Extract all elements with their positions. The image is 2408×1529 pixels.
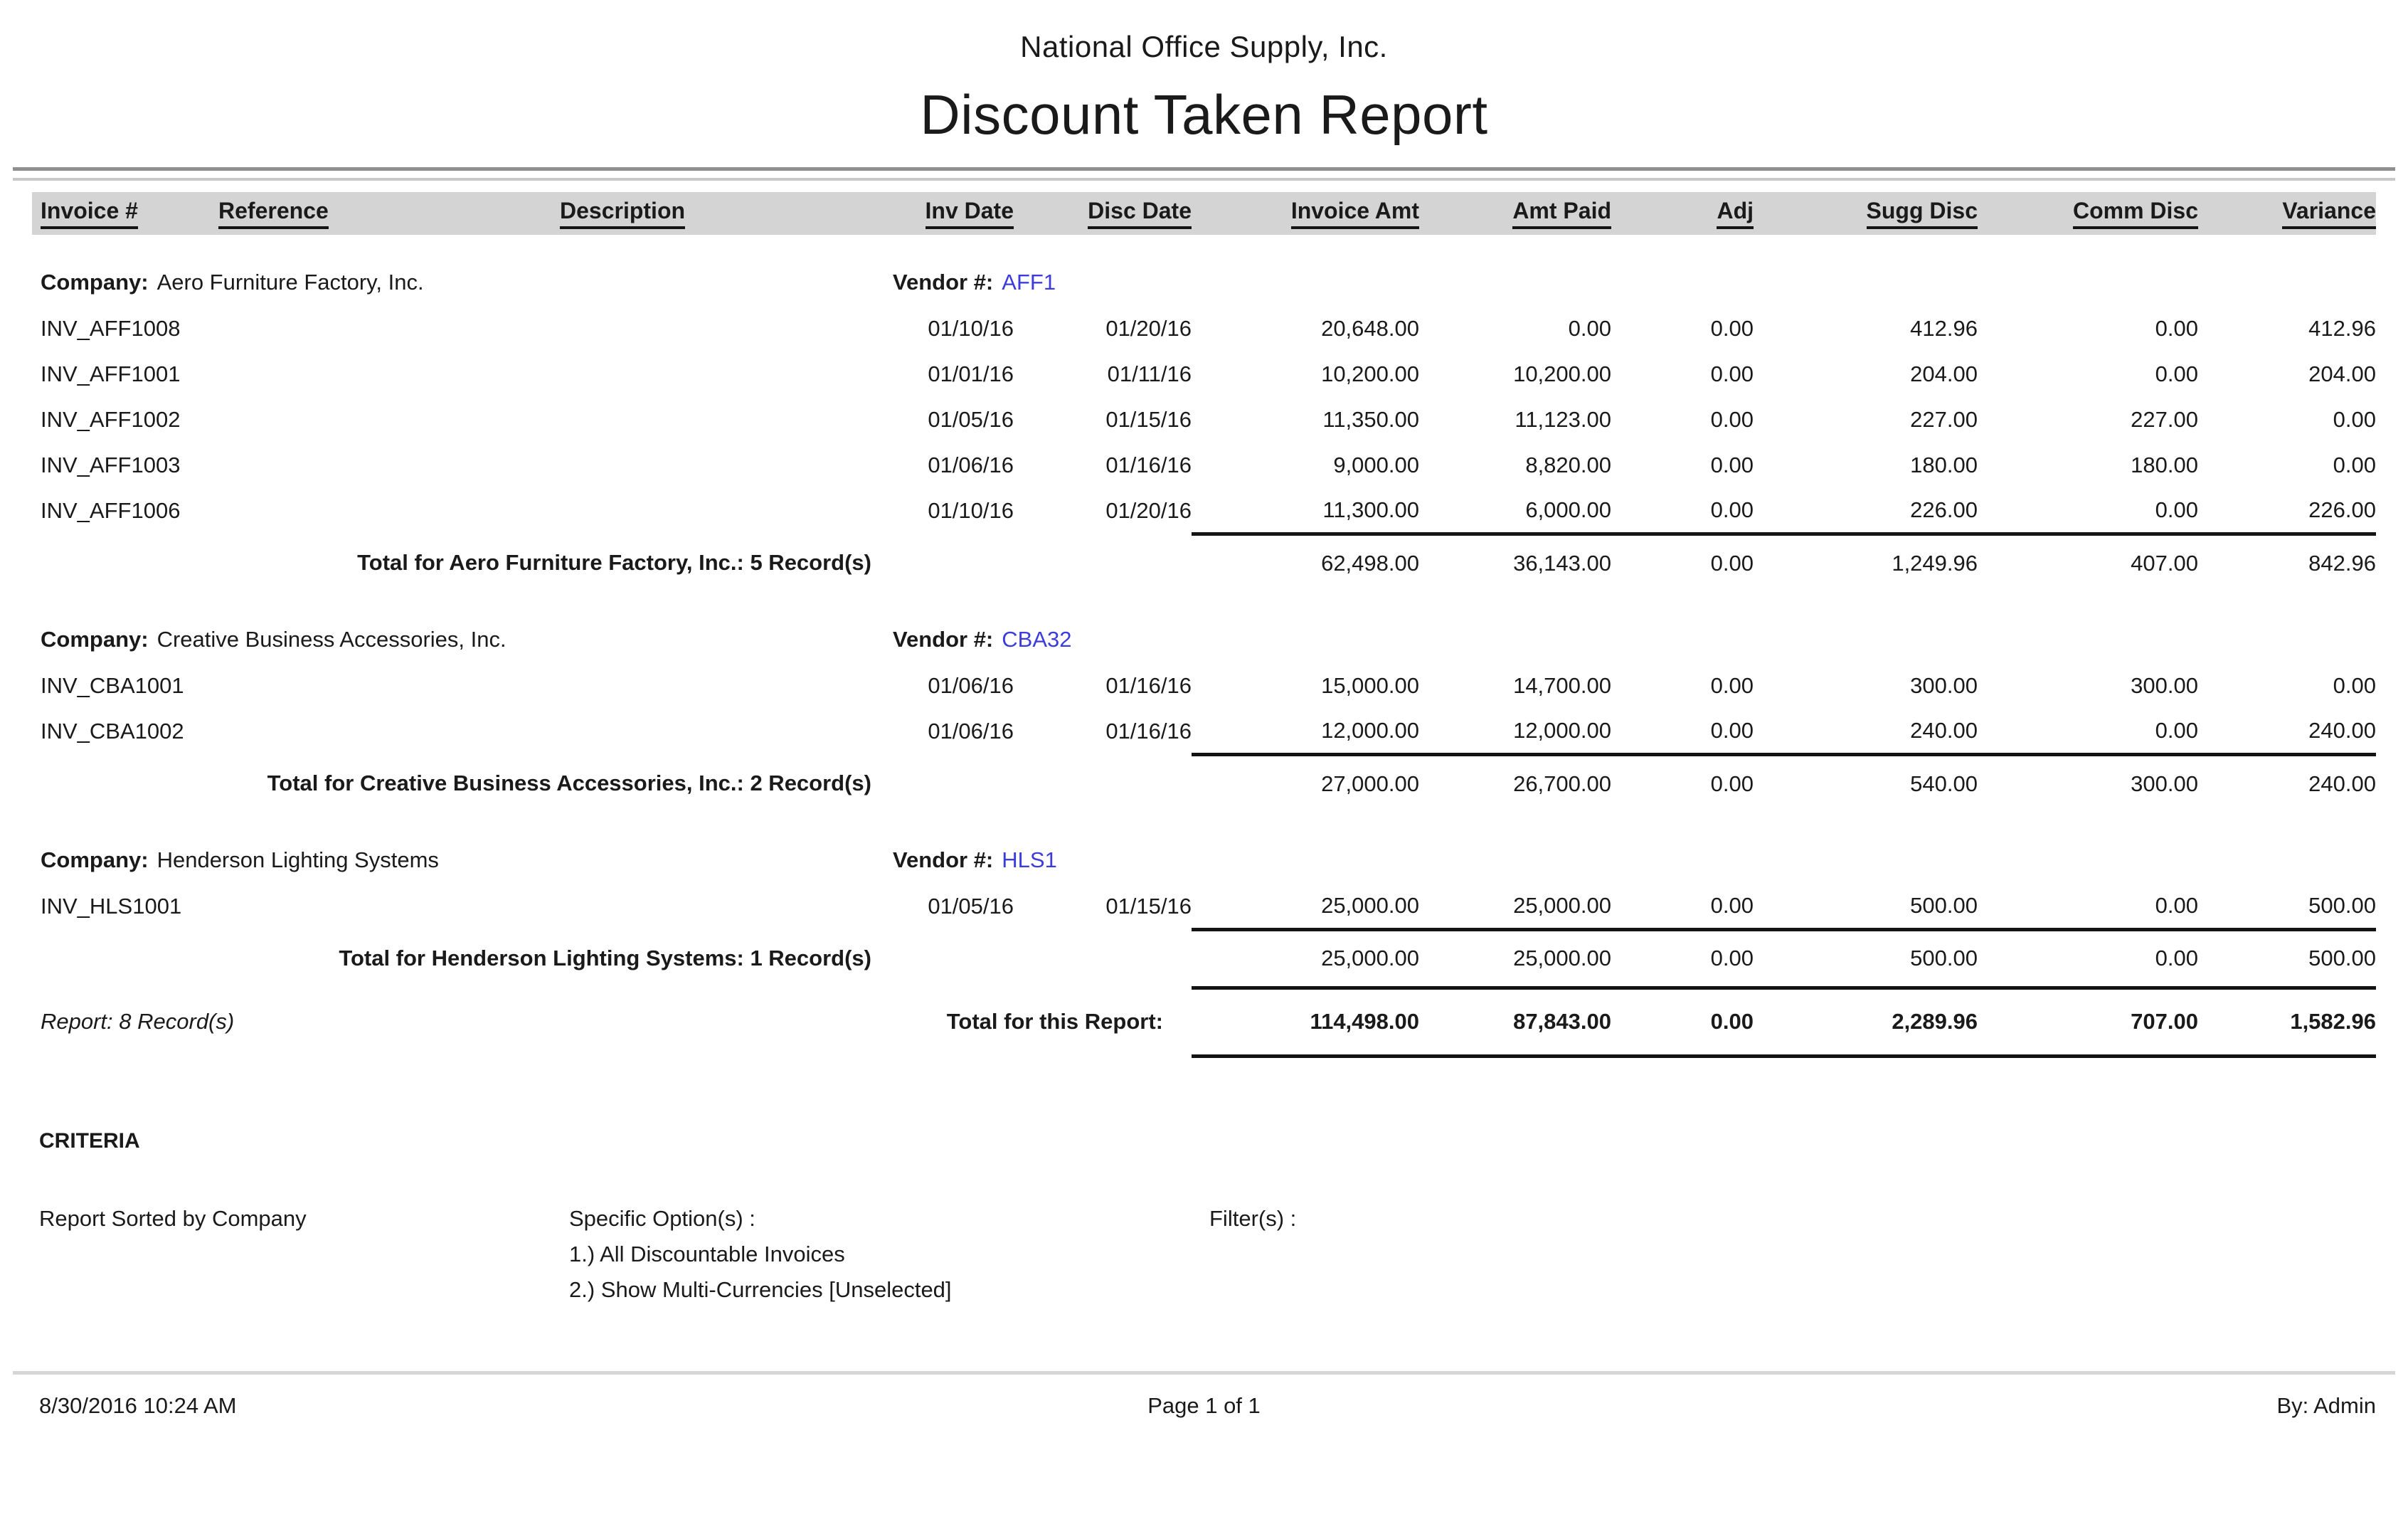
reference-cell xyxy=(210,488,551,534)
comm-disc-cell: 0.00 xyxy=(2155,361,2198,386)
invoice-row xyxy=(32,884,2376,929)
report-total-sugg-disc: 2,289.96 xyxy=(1754,988,1978,1056)
description-cell xyxy=(551,884,882,929)
comm-disc-cell: 0.00 xyxy=(2155,717,2198,743)
disc-date-cell: 01/16/16 xyxy=(1105,453,1192,477)
vendor-number-label: Vendor #: xyxy=(893,627,994,652)
comm-disc-cell: 0.00 xyxy=(2155,497,2198,522)
specific-options-label: Specific Option(s) : xyxy=(569,1205,755,1231)
footer-page-number: Page 1 of 1 xyxy=(1147,1392,1261,1418)
description-cell xyxy=(551,397,882,443)
sugg-disc-cell: 412.96 xyxy=(1910,316,1978,341)
adj-cell: 0.00 xyxy=(1710,673,1754,698)
invoice-row xyxy=(32,663,2376,709)
disc-date-cell: 01/20/16 xyxy=(1105,316,1192,341)
invoice-amt-cell: 9,000.00 xyxy=(1333,453,1419,477)
company-total-adj: 0.00 xyxy=(1611,754,1754,813)
company-total-label: Total for Creative Business Accessories, Inc.: 2 Record(s) xyxy=(267,771,871,795)
company-label: Company: xyxy=(41,627,149,652)
company-total-sugg-disc: 540.00 xyxy=(1754,754,1978,813)
invoice-amt-cell: 12,000.00 xyxy=(1321,717,1419,743)
column-header-reference xyxy=(210,192,551,235)
column-header-label: Comm Disc xyxy=(2073,198,2198,229)
variance-cell: 500.00 xyxy=(2308,892,2376,918)
description-cell xyxy=(551,709,882,754)
disc-date-cell: 01/16/16 xyxy=(1105,673,1192,698)
invoice-row xyxy=(32,306,2376,351)
invoice-row xyxy=(32,351,2376,397)
invoice-row xyxy=(32,709,2376,754)
adj-cell: 0.00 xyxy=(1710,316,1754,341)
sugg-disc-cell: 240.00 xyxy=(1910,717,1978,743)
company-total-variance: 842.96 xyxy=(2198,534,2376,592)
report-total-row xyxy=(32,988,2376,1056)
inv-date-cell: 01/10/16 xyxy=(928,498,1014,523)
company-total-variance: 240.00 xyxy=(2198,754,2376,813)
company-name: Henderson Lighting Systems xyxy=(157,847,439,872)
inv-date-cell: 01/06/16 xyxy=(928,673,1014,698)
variance-cell: 204.00 xyxy=(2308,361,2376,386)
variance-cell: 412.96 xyxy=(2308,316,2376,341)
disc-date-cell: 01/11/16 xyxy=(1107,361,1192,386)
column-header-adj xyxy=(1611,192,1754,235)
column-header-label: Sugg Disc xyxy=(1867,198,1978,229)
page-title: Discount Taken Report xyxy=(920,83,1488,146)
amt-paid-cell: 25,000.00 xyxy=(1513,892,1611,918)
invoice-number-cell: INV_AFF1006 xyxy=(41,498,181,523)
report-total-label: Total for this Report: xyxy=(946,1009,1163,1034)
amt-paid-cell: 14,700.00 xyxy=(1513,673,1611,698)
comm-disc-cell: 0.00 xyxy=(2155,316,2198,341)
report-total-variance: 1,582.96 xyxy=(2198,988,2376,1056)
report-record-count: Report: 8 Record(s) xyxy=(41,1009,235,1034)
vendor-number-label: Vendor #: xyxy=(893,270,994,295)
company-total-adj: 0.00 xyxy=(1611,534,1754,592)
adj-cell: 0.00 xyxy=(1710,361,1754,386)
invoice-amt-cell: 11,350.00 xyxy=(1322,407,1419,432)
inv-date-cell: 01/05/16 xyxy=(928,407,1014,432)
company-title: National Office Supply, Inc. xyxy=(1020,30,1388,63)
description-cell xyxy=(551,663,882,709)
company-total-row xyxy=(32,929,2376,988)
amt-paid-cell: 0.00 xyxy=(1568,316,1611,341)
invoice-number-cell: INV_AFF1008 xyxy=(41,316,181,341)
company-total-variance: 500.00 xyxy=(2198,929,2376,988)
vendor-code-link[interactable]: CBA32 xyxy=(1002,627,1072,652)
company-total-invoice-amt: 25,000.00 xyxy=(1192,929,1419,988)
criteria-filters-label: Filter(s) : xyxy=(1209,1205,1297,1231)
company-name: Aero Furniture Factory, Inc. xyxy=(157,270,424,295)
company-total-sugg-disc: 1,249.96 xyxy=(1754,534,1978,592)
disc-date-cell: 01/15/16 xyxy=(1105,894,1192,919)
invoice-number-cell: INV_AFF1003 xyxy=(41,453,181,477)
report-title-block xyxy=(0,0,2408,147)
criteria-heading: CRITERIA xyxy=(39,1128,140,1153)
variance-cell: 0.00 xyxy=(2333,453,2376,477)
disc-date-cell: 01/16/16 xyxy=(1105,719,1192,744)
invoice-row xyxy=(32,397,2376,443)
comm-disc-cell: 180.00 xyxy=(2131,453,2198,477)
amt-paid-cell: 11,123.00 xyxy=(1515,407,1611,432)
specific-option-1: 1.) All Discountable Invoices xyxy=(569,1241,845,1266)
comm-disc-cell: 300.00 xyxy=(2131,673,2198,698)
column-header-label: Amt Paid xyxy=(1512,198,1611,229)
criteria-section xyxy=(32,1129,2376,1343)
column-header-invoice xyxy=(32,192,210,235)
column-header-label: Adj xyxy=(1717,198,1754,229)
adj-cell: 0.00 xyxy=(1710,407,1754,432)
invoice-row xyxy=(32,488,2376,534)
company-total-invoice-amt: 27,000.00 xyxy=(1192,754,1419,813)
disc-date-cell: 01/20/16 xyxy=(1105,498,1192,523)
company-group-header xyxy=(32,813,2376,884)
company-total-sugg-disc: 500.00 xyxy=(1754,929,1978,988)
invoice-row xyxy=(32,443,2376,488)
invoice-number-cell: INV_HLS1001 xyxy=(41,894,182,919)
company-total-comm-disc: 407.00 xyxy=(1978,534,2198,592)
description-cell xyxy=(551,443,882,488)
reference-cell xyxy=(210,351,551,397)
sugg-disc-cell: 500.00 xyxy=(1910,892,1978,918)
report-total-invoice-amt: 114,498.00 xyxy=(1192,988,1419,1056)
variance-cell: 0.00 xyxy=(2333,673,2376,698)
vendor-code-link[interactable]: HLS1 xyxy=(1002,847,1057,872)
company-total-row xyxy=(32,534,2376,592)
column-header-row xyxy=(32,192,2376,235)
amt-paid-cell: 10,200.00 xyxy=(1513,361,1611,386)
company-total-invoice-amt: 62,498.00 xyxy=(1192,534,1419,592)
reference-cell xyxy=(210,884,551,929)
adj-cell: 0.00 xyxy=(1710,497,1754,522)
column-header-label: Invoice # xyxy=(41,198,138,229)
column-header-sugg_disc xyxy=(1754,192,1978,235)
invoice-amt-cell: 20,648.00 xyxy=(1321,316,1419,341)
amt-paid-cell: 8,820.00 xyxy=(1525,453,1611,477)
column-header-comm_disc xyxy=(1978,192,2198,235)
invoice-number-cell: INV_AFF1001 xyxy=(41,361,181,386)
variance-cell: 226.00 xyxy=(2308,497,2376,522)
column-header-invoice_amt xyxy=(1192,192,1419,235)
company-total-amt-paid: 26,700.00 xyxy=(1419,754,1611,813)
inv-date-cell: 01/10/16 xyxy=(928,316,1014,341)
column-header-label: Invoice Amt xyxy=(1291,198,1419,229)
amt-paid-cell: 6,000.00 xyxy=(1525,497,1611,522)
column-header-label: Description xyxy=(560,198,685,229)
amt-paid-cell: 12,000.00 xyxy=(1513,717,1611,743)
vendor-code-link[interactable]: AFF1 xyxy=(1002,270,1056,295)
criteria-sorted-by: Report Sorted by Company xyxy=(39,1205,307,1231)
footer-datetime: 8/30/2016 10:24 AM xyxy=(39,1392,237,1418)
sugg-disc-cell: 226.00 xyxy=(1910,497,1978,522)
column-header-label: Disc Date xyxy=(1088,198,1192,229)
adj-cell: 0.00 xyxy=(1710,892,1754,918)
reference-cell xyxy=(210,663,551,709)
company-group-header xyxy=(32,235,2376,306)
invoice-amt-cell: 15,000.00 xyxy=(1321,673,1419,698)
description-cell xyxy=(551,488,882,534)
column-header-disc_date xyxy=(1014,192,1192,235)
company-name: Creative Business Accessories, Inc. xyxy=(157,627,506,652)
invoice-amt-cell: 25,000.00 xyxy=(1321,892,1419,918)
reference-cell xyxy=(210,397,551,443)
footer-generated-by: By: Admin xyxy=(2276,1392,2376,1418)
column-header-inv_date xyxy=(882,192,1014,235)
vendor-number-label: Vendor #: xyxy=(893,847,994,872)
company-total-comm-disc: 300.00 xyxy=(1978,754,2198,813)
column-header-amt_paid xyxy=(1419,192,1611,235)
reference-cell xyxy=(210,306,551,351)
comm-disc-cell: 0.00 xyxy=(2155,892,2198,918)
report-total-amt-paid: 87,843.00 xyxy=(1419,988,1611,1056)
company-total-comm-disc: 0.00 xyxy=(1978,929,2198,988)
invoice-amt-cell: 11,300.00 xyxy=(1322,497,1419,522)
discount-taken-table xyxy=(32,192,2376,1058)
page-footer xyxy=(32,1393,2376,1422)
inv-date-cell: 01/06/16 xyxy=(928,453,1014,477)
report-total-adj: 0.00 xyxy=(1611,988,1754,1056)
company-total-amt-paid: 36,143.00 xyxy=(1419,534,1611,592)
company-label: Company: xyxy=(41,847,149,872)
column-header-description xyxy=(551,192,882,235)
invoice-number-cell: INV_CBA1001 xyxy=(41,673,184,698)
criteria-specific-options xyxy=(569,1206,952,1303)
comm-disc-cell: 227.00 xyxy=(2131,407,2198,432)
description-cell xyxy=(551,306,882,351)
footer-divider xyxy=(13,1371,2395,1375)
company-total-amt-paid: 25,000.00 xyxy=(1419,929,1611,988)
invoice-number-cell: INV_AFF1002 xyxy=(41,407,181,432)
company-group-header xyxy=(32,592,2376,663)
variance-cell: 0.00 xyxy=(2333,407,2376,432)
adj-cell: 0.00 xyxy=(1710,717,1754,743)
report-total-comm-disc: 707.00 xyxy=(1978,988,2198,1056)
sugg-disc-cell: 204.00 xyxy=(1910,361,1978,386)
company-total-label: Total for Henderson Lighting Systems: 1 Record(s) xyxy=(339,946,871,970)
reference-cell xyxy=(210,443,551,488)
company-total-adj: 0.00 xyxy=(1611,929,1754,988)
variance-cell: 240.00 xyxy=(2308,717,2376,743)
sugg-disc-cell: 180.00 xyxy=(1910,453,1978,477)
company-label: Company: xyxy=(41,270,149,295)
invoice-amt-cell: 10,200.00 xyxy=(1321,361,1419,386)
reference-cell xyxy=(210,709,551,754)
specific-option-2: 2.) Show Multi-Currencies [Unselected] xyxy=(569,1276,952,1302)
inv-date-cell: 01/05/16 xyxy=(928,894,1014,919)
sugg-disc-cell: 227.00 xyxy=(1910,407,1978,432)
sugg-disc-cell: 300.00 xyxy=(1910,673,1978,698)
inv-date-cell: 01/01/16 xyxy=(928,361,1014,386)
column-header-label: Variance xyxy=(2282,198,2376,229)
column-header-label: Reference xyxy=(218,198,329,229)
invoice-number-cell: INV_CBA1002 xyxy=(41,719,184,744)
adj-cell: 0.00 xyxy=(1710,453,1754,477)
company-total-label: Total for Aero Furniture Factory, Inc.: 5 Record(s) xyxy=(357,550,871,575)
title-divider-light xyxy=(13,178,2395,181)
company-total-row xyxy=(32,754,2376,813)
disc-date-cell: 01/15/16 xyxy=(1105,407,1192,432)
column-header-variance xyxy=(2198,192,2376,235)
inv-date-cell: 01/06/16 xyxy=(928,719,1014,744)
description-cell xyxy=(551,351,882,397)
column-header-label: Inv Date xyxy=(925,198,1014,229)
title-divider-dark xyxy=(13,167,2395,171)
